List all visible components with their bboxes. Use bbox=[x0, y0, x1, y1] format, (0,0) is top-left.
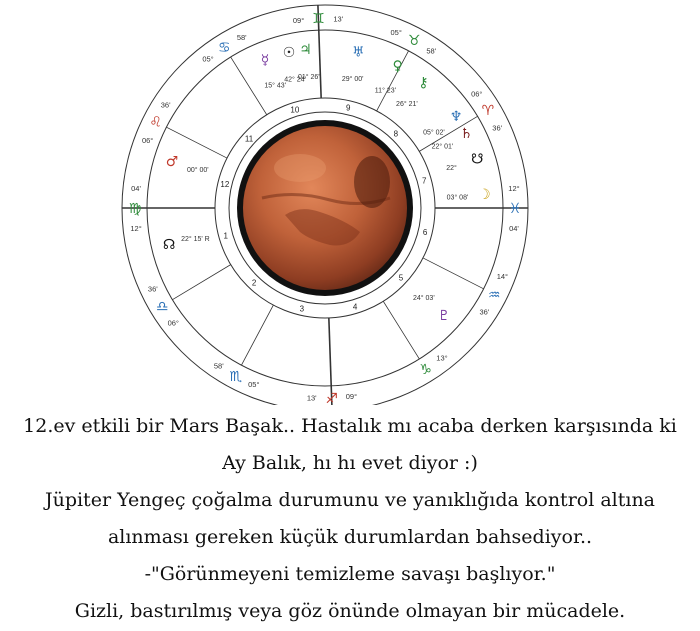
sagittarius-icon: ♐ bbox=[325, 390, 338, 405]
scorpio-icon: ♏ bbox=[229, 368, 243, 385]
house-number: 9 bbox=[345, 103, 351, 113]
house-number: 1 bbox=[223, 231, 228, 241]
pluto-icon: ♇ bbox=[437, 308, 451, 325]
caption-text bbox=[0, 408, 700, 630]
mars-icon: ♂ bbox=[165, 154, 179, 171]
planet-degree: 22° 15' R bbox=[181, 235, 210, 243]
house-number: 11 bbox=[244, 134, 254, 144]
house-cusp-line bbox=[172, 265, 230, 300]
aries-icon: ♈ bbox=[481, 103, 495, 120]
cusp-degree: 05° bbox=[390, 27, 402, 37]
house-cusp-line bbox=[423, 258, 484, 289]
planet-degree: 05° 02' bbox=[423, 129, 445, 137]
house-cusp-line bbox=[241, 305, 273, 365]
neptune-icon: ♆ bbox=[449, 109, 463, 126]
leo-icon: ♌ bbox=[149, 114, 162, 131]
house-number: 3 bbox=[299, 304, 305, 314]
saturn-icon: ♄ bbox=[459, 125, 473, 142]
virgo-icon: ♍ bbox=[128, 201, 142, 217]
moon-icon: ☽ bbox=[478, 187, 491, 204]
cusp-degree: 12° bbox=[130, 223, 142, 233]
planet-degree: 01° 26' bbox=[297, 73, 320, 81]
taurus-icon: ♉ bbox=[407, 33, 421, 50]
sun-icon: ☉ bbox=[282, 45, 296, 62]
planet-degree: 26° 21' bbox=[396, 101, 418, 109]
cusp-degree: 12° bbox=[508, 184, 520, 194]
caption-line-3: Jüpiter Yengeç çoğalma durumunu ve yanıklığıda kontrol altına bbox=[44, 489, 656, 511]
house-number: 5 bbox=[398, 273, 404, 283]
gemini-icon: ♊ bbox=[312, 11, 325, 28]
cusp-degree: 09° bbox=[292, 15, 305, 25]
mars-dark-region bbox=[354, 156, 390, 208]
house-cusp-line bbox=[329, 318, 331, 386]
cusp-minute: 58' bbox=[236, 33, 247, 43]
libra-icon: ♎ bbox=[155, 298, 169, 315]
cusp-degree: 09° bbox=[345, 392, 358, 402]
cusp-degree: 06° bbox=[471, 89, 483, 99]
cusp-degree: 05° bbox=[248, 380, 260, 390]
caption-line-1: 12.ev etkili bir Mars Başak.. Hastalık mı acaba derken karşısında ki bbox=[23, 415, 677, 437]
planet-degree: 00° 00' bbox=[186, 167, 209, 175]
caption-line-2: Ay Balık, hı hı evet diyor :) bbox=[222, 452, 478, 474]
cusp-minute: 13' bbox=[333, 14, 344, 24]
mars-planet-image bbox=[243, 126, 407, 290]
mercury-icon: ☿ bbox=[260, 52, 270, 69]
cusp-minute: 58' bbox=[213, 361, 224, 371]
capricorn-icon: ♑ bbox=[419, 362, 432, 379]
planet-degree: 22° 01' bbox=[431, 143, 454, 151]
north-node-icon: ☊ bbox=[162, 236, 176, 253]
cusp-degree: 05° bbox=[202, 54, 214, 64]
planet-degree: 11° 23' bbox=[374, 87, 396, 95]
house-number: 7 bbox=[422, 176, 427, 186]
house-cusp-line bbox=[319, 30, 321, 98]
planet-degree: 42° 24' bbox=[284, 76, 306, 84]
cancer-icon: ♋ bbox=[218, 39, 231, 56]
cusp-minute: 36' bbox=[160, 100, 171, 110]
uranus-icon: ♅ bbox=[351, 44, 365, 61]
house-number: 4 bbox=[352, 302, 358, 312]
jupiter-icon: ♃ bbox=[299, 42, 312, 59]
pisces-icon: ♓ bbox=[508, 201, 522, 217]
house-number: 6 bbox=[422, 228, 428, 238]
caption-line-5: -"Görünmeyeni temizleme savaşı başlıyor." bbox=[144, 563, 556, 585]
cusp-minute: 58' bbox=[426, 46, 437, 56]
caption-line-6: Gizli, bastırılmış veya göz önünde olmayan bir mücadele. bbox=[74, 600, 626, 622]
aquarius-icon: ♒ bbox=[488, 287, 501, 304]
planet-degree: 22° bbox=[446, 164, 457, 172]
cusp-minute: 36' bbox=[492, 123, 503, 133]
cusp-degree: 06° bbox=[167, 318, 179, 328]
house-number: 12 bbox=[220, 179, 230, 189]
cusp-minute: 13' bbox=[306, 393, 317, 403]
caption-line-4: alınması gereken küçük durumlardan bahsediyor.. bbox=[107, 526, 593, 548]
house-number: 8 bbox=[393, 129, 399, 139]
planet-degree: 03° 08' bbox=[446, 194, 469, 202]
south-node-icon: ☋ bbox=[470, 151, 484, 168]
cusp-degree: 13° bbox=[436, 353, 448, 363]
planet-degree: 24° 03' bbox=[413, 294, 435, 302]
mars-light-region bbox=[274, 154, 326, 182]
planet-degree: 29° 00' bbox=[341, 75, 364, 83]
venus-icon: ♀ bbox=[392, 58, 403, 75]
cusp-minute: 36' bbox=[479, 307, 490, 317]
house-cusp-line bbox=[383, 301, 419, 359]
planet-degree: 15° 43' bbox=[264, 82, 287, 90]
chiron-icon: ⚷ bbox=[418, 74, 429, 91]
cusp-degree: 06° bbox=[141, 135, 154, 145]
house-number: 2 bbox=[251, 278, 257, 288]
cusp-minute: 36' bbox=[147, 284, 158, 294]
house-number: 10 bbox=[290, 105, 300, 115]
cusp-degree: 14° bbox=[496, 272, 509, 282]
cusp-minute: 04' bbox=[509, 223, 519, 233]
cusp-minute: 04' bbox=[131, 184, 141, 194]
